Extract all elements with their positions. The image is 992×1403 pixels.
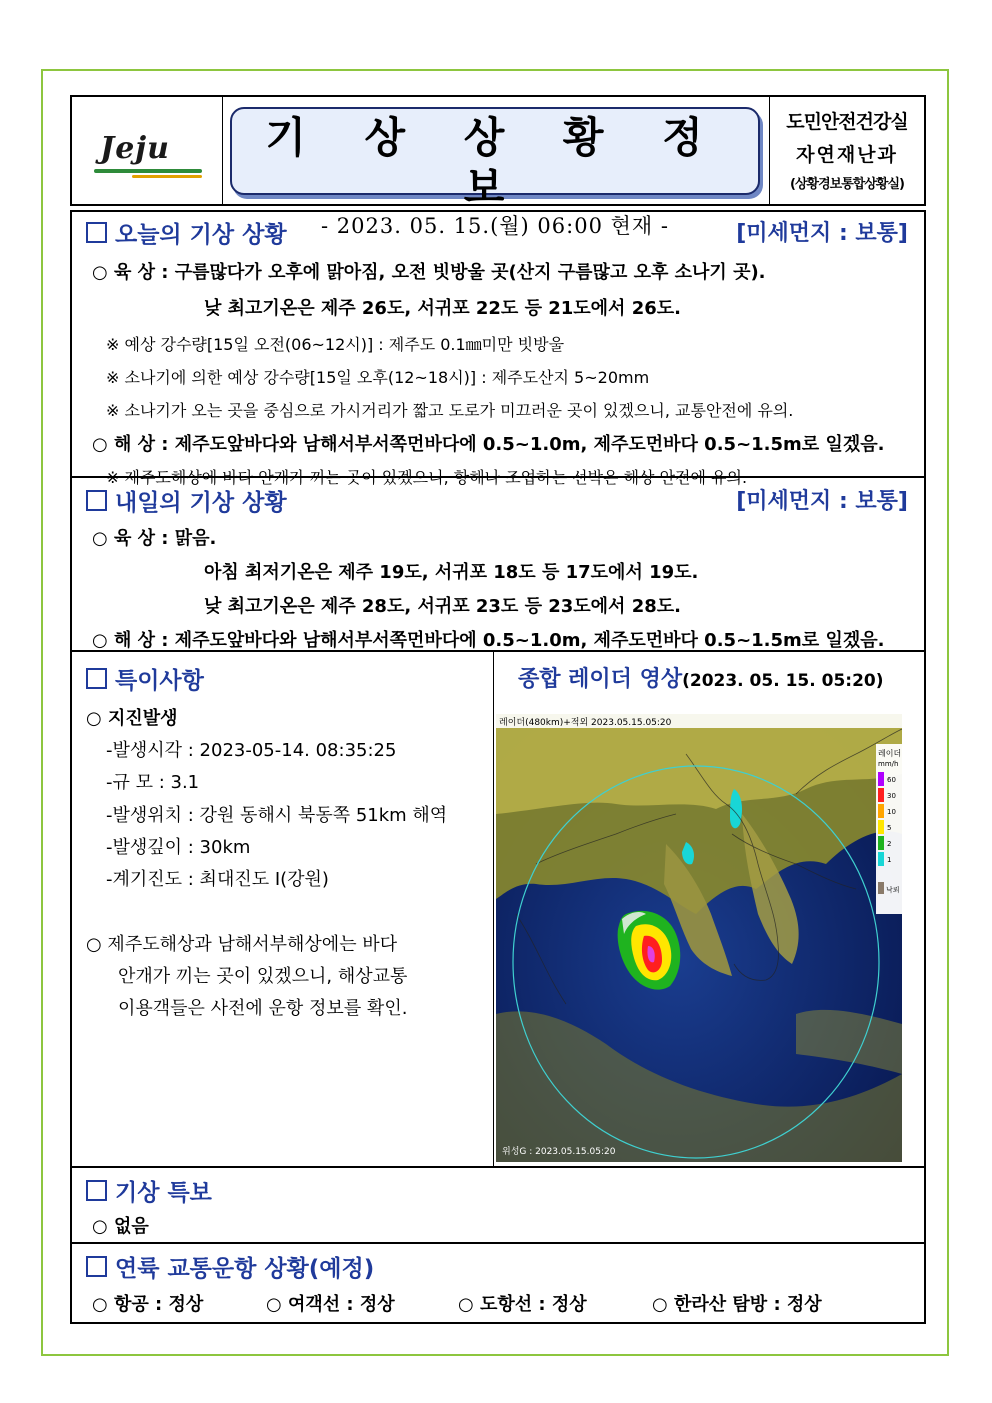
tomorrow-land-1: ○ 육 상 : 맑음.	[92, 528, 217, 549]
warning-section	[70, 1168, 926, 1244]
today-dust: [미세먼지 : 보통]	[736, 221, 908, 246]
logo-swoosh-orange	[132, 175, 202, 178]
dept-line-3: (상황경보통합상황실)	[790, 177, 904, 192]
tomorrow-section	[70, 478, 926, 652]
legend-value: 10	[887, 808, 896, 816]
eq-depth: -발생깊이 : 30km	[106, 837, 251, 858]
radar-title-text: 종합 레이더 영상	[518, 667, 683, 692]
special-section	[70, 652, 926, 1168]
fog-line-2: 안개가 끼는 곳이 있겠으니, 해상교통	[118, 966, 408, 987]
today-land-1: ○ 육 상 : 구름많다가 오후에 맑아짐, 오전 빗방울 곳(산지 구름많고 오후 소나기 곳).	[92, 262, 766, 283]
legend-value: 30	[887, 792, 896, 800]
legend-swatch	[878, 788, 884, 802]
radar-legend-unit: mm/h	[878, 760, 899, 768]
legend-swatch	[878, 852, 884, 866]
special-heading-text: 특이사항	[115, 668, 204, 694]
legend-swatch	[878, 772, 884, 786]
legend-value: 1	[887, 856, 892, 864]
today-note-4: ※ 제주도해상에 바다 안개가 끼는 곳이 있겠으니, 항해나 조업하는 선박은 해상 안전에 유의.	[106, 468, 748, 487]
fog-line-3: 이용객들은 사전에 운항 정보를 확인.	[118, 998, 408, 1019]
traffic-island-boat: ○ 도항선 : 정상	[458, 1294, 587, 1315]
logo-text: Jeju	[100, 131, 170, 166]
radar-footer-label: 위성G : 2023.05.15.05:20	[502, 1147, 616, 1157]
checkbox-icon	[86, 1180, 107, 1201]
fog-line-1: ○ 제주도해상과 남해서부해상에는 바다	[86, 934, 398, 955]
today-heading	[86, 216, 287, 249]
eq-location: -발생위치 : 강원 동해시 북동쪽 51km 해역	[106, 805, 448, 826]
today-sea: ○ 해 상 : 제주도앞바다와 남해서부서쪽먼바다에 0.5~1.0m, 제주도먼바다 0.5~1.5m로 일겠음.	[92, 434, 885, 455]
tomorrow-heading	[86, 484, 287, 517]
legend-value: 5	[887, 824, 892, 832]
report-date: - 2023. 05. 15.(월) 06:00 현재 -	[321, 214, 669, 238]
legend-swatch	[878, 804, 884, 818]
page-title: 기 상 상 황 정 보	[265, 113, 725, 212]
traffic-airline: ○ 항공 : 정상	[92, 1294, 204, 1315]
tomorrow-dust: [미세먼지 : 보통]	[736, 489, 908, 514]
dept-line-1: 도민안전건강실	[786, 111, 908, 133]
legend-value: 2	[887, 840, 892, 848]
radar-title	[518, 662, 884, 693]
dept-line-2: 자연재난과	[796, 144, 898, 166]
radar-legend-title: 레이더	[878, 749, 902, 758]
tomorrow-heading-text: 내일의 기상 상황	[115, 490, 287, 516]
warning-value: ○ 없음	[92, 1216, 149, 1237]
title-box	[230, 107, 760, 238]
traffic-heading	[86, 1250, 374, 1283]
warning-heading	[86, 1174, 212, 1207]
checkbox-icon	[86, 1256, 107, 1277]
radar-map	[496, 714, 902, 1162]
lightning-label: 낙뢰	[886, 886, 900, 894]
radar-header-label: 레이더(480km)+적외 2023.05.15.05:20	[499, 718, 672, 728]
today-section	[70, 210, 926, 487]
eq-title: ○ 지진발생	[86, 708, 178, 729]
today-heading-text: 오늘의 기상 상황	[115, 222, 287, 248]
tomorrow-land-2: 아침 최저기온은 제주 19도, 서귀포 18도 등 17도에서 19도.	[204, 562, 699, 583]
legend-value: 60	[887, 776, 896, 784]
legend-swatch	[878, 820, 884, 834]
today-note-2: ※ 소나기에 의한 예상 강수량[15일 오후(12~18시)] : 제주도산지 5~20mm	[106, 368, 650, 387]
warning-heading-text: 기상 특보	[115, 1180, 212, 1206]
column-divider	[493, 652, 494, 1166]
traffic-section	[70, 1244, 926, 1324]
logo-swoosh-green	[94, 169, 202, 173]
eq-intensity: -계기진도 : 최대진도 Ⅰ(강원)	[106, 869, 329, 890]
legend-swatch	[878, 836, 884, 850]
jeju-logo	[72, 97, 223, 204]
special-heading	[86, 662, 204, 695]
eq-scale: -규 모 : 3.1	[106, 772, 200, 793]
eq-time: -발생시각 : 2023-05-14. 08:35:25	[106, 740, 397, 761]
department-box	[769, 97, 924, 204]
checkbox-icon	[86, 490, 107, 511]
today-note-3: ※ 소나기가 오는 곳을 중심으로 가시거리가 짧고 도로가 미끄러운 곳이 있겠으니, 교통안전에 유의.	[106, 401, 794, 420]
checkbox-icon	[86, 222, 107, 243]
tomorrow-land-3: 낮 최고기온은 제주 28도, 서귀포 23도 등 23도에서 28도.	[204, 596, 681, 617]
today-note-1: ※ 예상 강수량[15일 오전(06~12시)] : 제주도 0.1㎜미만 빗방울	[106, 335, 565, 354]
radar-datetime: (2023. 05. 15. 05:20)	[682, 671, 884, 691]
traffic-hallasan: ○ 한라산 탐방 : 정상	[652, 1294, 822, 1315]
tomorrow-sea: ○ 해 상 : 제주도앞바다와 남해서부서쪽먼바다에 0.5~1.0m, 제주도먼바다 0.5~1.5m로 일겠음.	[92, 630, 885, 651]
radar-image	[496, 714, 902, 1162]
checkbox-icon	[86, 668, 107, 689]
traffic-ferry: ○ 여객선 : 정상	[266, 1294, 395, 1315]
traffic-heading-text: 연륙 교통운항 상황(예정)	[115, 1256, 375, 1282]
today-land-2: 낮 최고기온은 제주 26도, 서귀포 22도 등 21도에서 26도.	[204, 298, 681, 319]
